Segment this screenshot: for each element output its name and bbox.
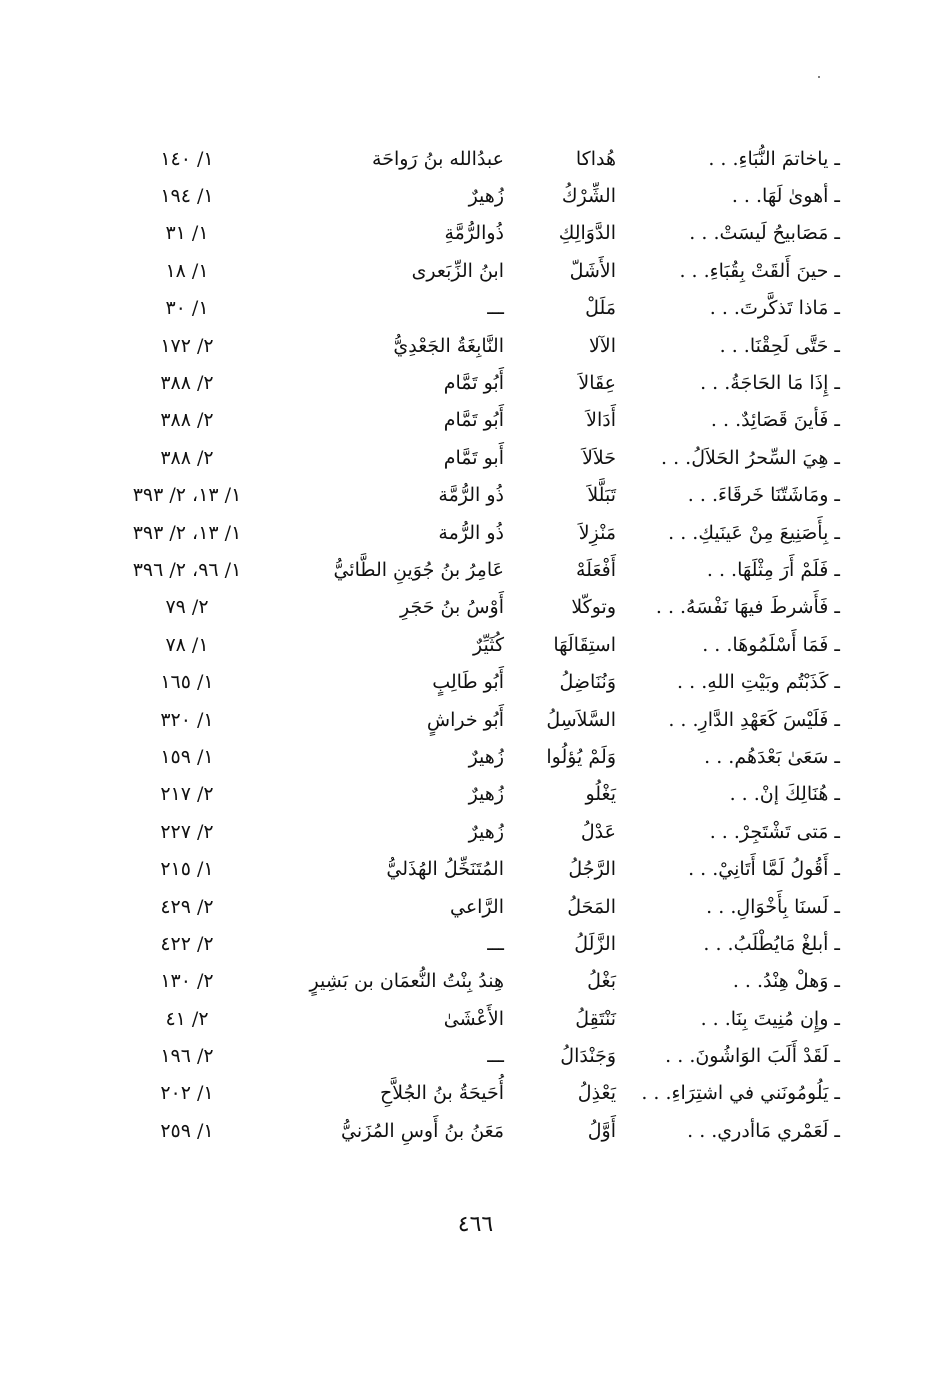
volume-page-reference: ٢/ ٢١٧ (160, 783, 214, 806)
rhyme-word: الشِّرْكُ (561, 185, 616, 208)
page-number: ٤٦٦ (457, 1212, 494, 1237)
verse-opening: ـ هِيَ السِّحرُ الحَلاَلُ. . . (661, 446, 840, 469)
volume-page-reference: ١/ ١٤٠ (160, 147, 214, 170)
index-row (100, 589, 840, 626)
rhyme-word: أَوَّلُ (587, 1119, 616, 1142)
index-row (100, 514, 840, 551)
verse-opening: ـ هُنَالِكَ إنْ. . . (729, 783, 840, 806)
rhyme-word: تَبَلَّلاَ (587, 484, 616, 507)
index-row (100, 925, 840, 962)
poet-name: أَبُو طَالِبٍ (432, 671, 504, 694)
verse-opening: ـ سَعَىٰ بَعْدَهُم. . . (704, 745, 840, 768)
verse-opening: ـ بِأَصَنِيعَ مِنْ عَينَيكِ. . . (668, 521, 840, 544)
verse-opening: ـ حَتَّى لَحِقْنَا. . . (719, 334, 840, 357)
verse-opening: ـ لَسنَا بِأَخْوَالِ. . . (706, 895, 840, 918)
verse-opening: ـ مَتى تَشْتَجِرْ. . . (709, 820, 840, 843)
rhyme-word: الآلا (589, 334, 616, 357)
volume-page-reference: ١/ ١٣، ٢/ ٣٩٣ (132, 521, 242, 544)
poet-name: عَامِرُ بنُ جُوَينِ الطَّائيُّ (333, 558, 504, 581)
rhyme-word: استِقَالَهَا (553, 633, 616, 656)
index-row (100, 252, 840, 289)
volume-page-reference: ١/ ١٥٩ (160, 745, 214, 768)
poet-name: زُهيرٌ (468, 185, 504, 208)
poet-name: هِندُ بِنْتُ النُّعمَان بن بَشِيرٍ (309, 970, 504, 993)
rhyme-word: مَلَلْ (585, 297, 616, 320)
volume-page-reference: ٢/ ٤٢٩ (160, 895, 214, 918)
volume-page-reference: ١/ ١٣، ٢/ ٣٩٣ (132, 484, 242, 507)
verse-opening: ـ إِذَا مَا الحَاجَةُ. . . (700, 372, 840, 395)
index-row (100, 1112, 840, 1149)
rhyme-word: الرَّجُلُ (568, 858, 616, 881)
volume-page-reference: ٢/ ٣٨٨ (160, 372, 214, 395)
index-row (100, 402, 840, 439)
verse-opening: ـ حينَ أَلقَتْ بِقُبَاءِ. . . (679, 259, 840, 282)
poet-name: ـــ (487, 1045, 504, 1068)
poet-name: ذُو الرُّمة (438, 521, 504, 544)
verse-opening: ـ مَاذا تَذكَّرتَ. . . (709, 297, 840, 320)
rhyme-word: عَدْلُ (580, 820, 616, 843)
index-row (100, 1000, 840, 1037)
rhyme-word: وَلَمْ يُؤلُوا (546, 745, 616, 768)
poet-name: ابنُ الزِّبَعرى (411, 259, 504, 282)
poet-name: أَبو تَمَّام (443, 446, 504, 469)
rhyme-word: وَنُنَاضِلُ (559, 671, 616, 694)
index-row (100, 1075, 840, 1112)
volume-page-reference: ٢/ ٢٢٧ (160, 820, 214, 843)
volume-page-reference: ١/ ٣١ (165, 222, 209, 245)
poet-name: ذُوالرُّمَّةِ (444, 222, 504, 245)
volume-page-reference: ٢/ ٤١ (165, 1007, 209, 1030)
rhyme-word: مَنْزِلاَ (578, 521, 616, 544)
index-row (100, 439, 840, 476)
index-row (100, 177, 840, 214)
volume-page-reference: ١/ ٧٨ (165, 633, 209, 656)
index-row (100, 140, 840, 177)
rhyme-word: المَحَلُ (567, 895, 616, 918)
rhyme-word: يَعْذِلُ (577, 1082, 616, 1105)
poet-name: زُهيرٌ (468, 745, 504, 768)
poet-name: مَعَنُ بنُ أَوسِ المُزَنيُّ (341, 1119, 504, 1142)
volume-page-reference: ٢/ ١٣٠ (160, 970, 214, 993)
poet-name: أَبُو تَمَّام (443, 409, 504, 432)
rhyme-word: الأَشَلّ (569, 259, 616, 282)
verse-opening: ـ فَلَيْسَ كَعَهْدِ الدَّارِ. . . (668, 708, 840, 731)
rhyme-word: هُداكا (575, 147, 616, 170)
poet-name: زُهيرٌ (468, 820, 504, 843)
volume-page-reference: ٢/ ٧٩ (165, 596, 209, 619)
poet-name: ذُو الرُّمَّة (438, 484, 504, 507)
index-row (100, 477, 840, 514)
index-row (100, 776, 840, 813)
verse-opening: ـ أَقُولُ لَمَّا أَتَانِيْ. . . (688, 858, 840, 881)
volume-page-reference: ٢/ ١٧٢ (160, 334, 214, 357)
verse-opening: ـ أبلغْ مَايُطْلَبُ. . . (703, 932, 840, 955)
verse-opening: ـ ومَاشَتّنَا خَرقَاءَ. . . (687, 484, 840, 507)
rhyme-word: عِقَالاَ (578, 372, 616, 395)
volume-page-reference: ١/ ٢٥٩ (160, 1119, 214, 1142)
volume-page-reference: ٢/ ٤٢٢ (160, 932, 214, 955)
index-row (100, 626, 840, 663)
scan-dot (818, 76, 820, 78)
volume-page-reference: ١/ ٢١٥ (160, 858, 214, 881)
volume-page-reference: ١/ ١٦٥ (160, 671, 214, 694)
volume-page-reference: ٢/ ٣٨٨ (160, 409, 214, 432)
verse-opening: ـ فَأينَ قَصَائِدٌ. . . (710, 409, 840, 432)
verse-opening: ـ يَلُومُونَني في اشتِرَاءِ. . . (641, 1082, 840, 1105)
index-row (100, 551, 840, 588)
index-row (100, 1037, 840, 1074)
volume-page-reference: ١/ ٢٠٢ (160, 1082, 214, 1105)
poet-name: أَبُو خراشٍ (426, 708, 504, 731)
poet-name: النَّابِغَةُ الجَعْدِيُّ (393, 334, 504, 357)
verse-opening: ـ فَلَمْ أَرَ مِثْلَهَا. . . (706, 558, 840, 581)
rhyme-word: يَغْلُو (585, 783, 616, 806)
poet-name: الرَّاعي (449, 895, 504, 918)
rhyme-word: الدَّوَالِكِ (558, 222, 616, 245)
verse-opening: ـ أهوىٰ لَهَا. . . (731, 185, 840, 208)
index-row (100, 290, 840, 327)
rhyme-word: أَفْعَلَهْ (575, 558, 616, 581)
poet-name: كُثَيِّرٌ (473, 633, 504, 656)
index-row (100, 850, 840, 887)
verse-opening: ـ فَأَشرطَ فيهَا نَفْسَهُ. . . (655, 596, 840, 619)
volume-page-reference: ١/ ٣٢٠ (160, 708, 214, 731)
index-row (100, 364, 840, 401)
rhyme-word: وتوكّلا (571, 596, 616, 619)
volume-page-reference: ١/ ٣٠ (165, 297, 209, 320)
poet-name: ـــ (487, 932, 504, 955)
index-row (100, 215, 840, 252)
rhyme-word: نَنْتَقِلُ (575, 1007, 616, 1030)
poet-name: عبدُالله بنُ رَواحَة (372, 147, 504, 170)
index-row (100, 888, 840, 925)
index-row (100, 701, 840, 738)
poet-name: أَوْسُ بنُ حَجَرِ (400, 596, 504, 619)
poet-name: زُهيرٌ (468, 783, 504, 806)
index-row (100, 738, 840, 775)
rhyme-word: أَدَالاَ (586, 409, 616, 432)
verse-opening: ـ وَهلْ هِنْدُ. . . (732, 970, 840, 993)
volume-page-reference: ١/ ١٩٤ (160, 185, 214, 208)
index-row (100, 813, 840, 850)
index-row (100, 327, 840, 364)
rhyme-word: السَّلاَسِلُ (546, 708, 616, 731)
rhyme-word: حَلاَلاَ (582, 446, 616, 469)
verse-opening: ـ كَذَبْتُم وبَيْتِ اللهِ. . . (677, 671, 840, 694)
rhyme-index-table (100, 140, 840, 1150)
poet-name: الأَعْشَىٰ (443, 1007, 504, 1030)
rhyme-word: الزَّلَلُ (574, 932, 616, 955)
volume-page-reference: ١/ ٩٦، ٢/ ٣٩٦ (132, 558, 242, 581)
poet-name: ـــ (487, 297, 504, 320)
volume-page-reference: ٢/ ١٩٦ (160, 1045, 214, 1068)
volume-page-reference: ١/ ١٨ (165, 259, 209, 282)
verse-opening: ـ ياخاتمَ النُّبَاءِ. . . (708, 147, 840, 170)
verse-opening: ـ وإِن مُنِيتَ بِنَا. . . (700, 1007, 840, 1030)
volume-page-reference: ٢/ ٣٨٨ (160, 446, 214, 469)
verse-opening: ـ لَقَدْ أَلَبَ الوَاشُونَ. . . (665, 1045, 840, 1068)
verse-opening: ـ لَعَمْري مَاأدري. . . (687, 1119, 840, 1142)
index-row (100, 963, 840, 1000)
poet-name: أُحَيحَةُ بنُ الجُلاَّحِ (380, 1082, 504, 1105)
rhyme-word: بَغْلُ (587, 970, 616, 993)
verse-opening: ـ مَصَابيحُ لَيسَتْ. . . (689, 222, 840, 245)
index-row (100, 663, 840, 700)
rhyme-word: وَجَنْدَالُ (560, 1045, 616, 1068)
verse-opening: ـ فَمَا أَسْلَمُوهَا. . . (702, 633, 840, 656)
poet-name: أَبُو تَمَّام (443, 372, 504, 395)
poet-name: المُتَنَخِّلُ الهُذَليُّ (386, 858, 504, 881)
